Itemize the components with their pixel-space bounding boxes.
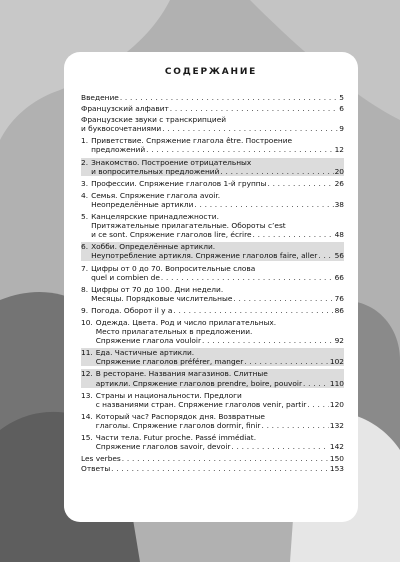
toc-entry-number: 14. [81, 411, 93, 421]
toc-entry-title-line: предложений [91, 145, 146, 155]
toc-entry-title-line: с названиями стран. Спряжение глаголов venir, partir [95, 399, 307, 409]
toc-entry-title-line: Неупотребление артикля. Спряжение глаголов faire, aller [91, 251, 318, 261]
toc-title: СОДЕРЖАНИЕ [164, 67, 258, 77]
toc-list [81, 93, 344, 473]
toc-entry-title-line: Погода. Оборот il y a [91, 305, 173, 315]
toc-entry-number: 7. [81, 263, 89, 273]
toc-entry-page-number: 26 [334, 178, 344, 188]
toc-entry[interactable] [81, 242, 344, 260]
toc-entry[interactable] [81, 212, 344, 239]
toc-entry-title-line: Месяцы. Порядковые числительные [91, 293, 233, 303]
dot-leader [194, 200, 333, 209]
toc-entry-title-line: Les verbes [81, 454, 121, 464]
toc-entry-title-line: Введение [81, 93, 119, 102]
dot-leader [146, 145, 333, 154]
toc-entry-number: 3. [81, 178, 89, 188]
dot-leader [120, 93, 338, 102]
dot-leader [111, 464, 329, 473]
toc-entry[interactable] [81, 285, 344, 303]
toc-entry-title-line: Ответы [81, 464, 111, 474]
toc-entry-page-number: 48 [334, 230, 344, 240]
dot-leader [318, 251, 333, 260]
toc-entry-title-line: Который час? Распорядок дня. Возвратные [95, 411, 265, 421]
dot-leader [162, 124, 338, 133]
toc-entry-number: 13. [81, 390, 93, 400]
toc-entry-number: 8. [81, 284, 89, 294]
toc-entry-title-line: и ce sont. Спряжение глаголов lire, écrire [91, 230, 252, 240]
toc-entry-title-line: Притяжательные прилагательные. Обороты c’est [91, 221, 286, 231]
toc-entry-title-line: Одежда. Цвета. Род и число прилагательных. [95, 317, 277, 327]
toc-entry-title-line: Французский алфавит [81, 104, 169, 114]
toc-entry-title-line: и буквосочетаниями [81, 124, 162, 134]
toc-entry-title-line: Знакомство. Построение отрицательных [91, 157, 252, 167]
dot-leader [231, 442, 328, 451]
toc-entry-page-number: 9 [339, 124, 344, 134]
toc-entry-page-number: 12 [334, 145, 344, 155]
toc-entry[interactable] [81, 412, 344, 430]
toc-entry-page-number: 38 [334, 199, 344, 209]
toc-entry-page-number: 76 [334, 293, 344, 303]
toc-entry-page-number: 102 [329, 357, 344, 367]
toc-entry-number: 4. [81, 190, 89, 200]
toc-entry-title-line: артикли. Спряжение глаголов prendre, boire, pouvoir [95, 378, 303, 388]
toc-entry-title-line: Спряжение глагола vouloir [95, 336, 202, 346]
toc-entry[interactable] [81, 348, 344, 366]
toc-entry-title-line: Цифры от 0 до 70. Вопросительные слова [91, 263, 256, 273]
toc-entry-title-line: Приветствие. Спряжение глагола être. Построение [91, 136, 293, 146]
toc-entry-title-line: и вопросительных предложений [91, 166, 220, 176]
toc-entry-number: 11. [81, 348, 93, 358]
toc-entry-title-line: В ресторане. Названия магазинов. Слитные [95, 369, 268, 379]
toc-entry-number: 6. [81, 242, 89, 252]
toc-entry-number: 1. [81, 136, 89, 146]
toc-entry-number: 12. [81, 369, 93, 379]
toc-entry-number: 2. [81, 157, 89, 167]
toc-entry-page-number: 153 [329, 464, 344, 474]
toc-entry[interactable] [81, 158, 344, 176]
toc-entry-page-number: 66 [334, 272, 344, 282]
toc-entry[interactable] [81, 464, 344, 473]
toc-entry-page-number: 110 [329, 378, 344, 388]
dot-leader [253, 230, 334, 239]
toc-entry[interactable] [81, 264, 344, 282]
toc-entry-title-line: Семья. Спряжение глагола avoir. [91, 190, 221, 200]
toc-entry-title-line: Неопределённые артикли [91, 199, 194, 209]
dot-leader [303, 379, 329, 388]
toc-entry-number: 9. [81, 305, 89, 315]
dot-leader [261, 421, 328, 430]
dot-leader [307, 400, 329, 409]
toc-entry-title-line: Спряжение глаголов savoir, devoir [95, 442, 231, 452]
toc-entry-number: 15. [81, 433, 93, 442]
toc-entry-title-line: Страны и национальности. Предлоги [95, 390, 242, 400]
toc-entry-title-line: Профессии. Спряжение глаголов 1-й группы [91, 178, 267, 188]
toc-entry[interactable] [81, 115, 344, 133]
toc-entry-page-number: 150 [329, 454, 344, 464]
toc-entry-number: 5. [81, 212, 89, 222]
toc-entry-title-line: Место прилагательных в предложении. [95, 327, 253, 337]
toc-entry-title-line: Части тела. Futur proche. Passé immédiat. [95, 433, 257, 442]
toc-entry-title-line: Французские звуки с транскрипцией [81, 115, 227, 125]
toc-entry-page-number: 86 [334, 305, 344, 315]
toc-entry-title-line: Канцелярские принадлежности. [91, 212, 219, 222]
toc-entry[interactable] [81, 179, 344, 188]
toc-entry-page-number: 5 [339, 93, 344, 102]
dot-leader [202, 336, 334, 345]
toc-entry-title-line: Спряжение глаголов préférer, manger [95, 357, 244, 367]
toc-page [64, 52, 358, 522]
toc-entry-page-number: 142 [329, 442, 344, 452]
toc-entry-page-number: 132 [329, 420, 344, 430]
toc-entry[interactable] [81, 104, 344, 113]
toc-entry-page-number: 56 [334, 251, 344, 261]
toc-entry-page-number: 92 [334, 336, 344, 346]
toc-entry[interactable] [81, 318, 344, 345]
toc-entry[interactable] [81, 391, 344, 409]
toc-entry-page-number: 120 [329, 399, 344, 409]
toc-entry-title-line: Хобби. Определённые артикли. [91, 242, 216, 252]
toc-entry[interactable] [81, 93, 344, 102]
toc-entry-title-line: quel и combien de [91, 272, 160, 282]
toc-entry[interactable] [81, 454, 344, 463]
toc-entry-title-line: Еда. Частичные артикли. [95, 348, 195, 358]
toc-entry[interactable] [81, 369, 344, 387]
toc-entry-page-number: 6 [339, 104, 344, 114]
dot-leader [267, 179, 333, 188]
toc-entry[interactable] [81, 191, 344, 209]
dot-leader [161, 273, 334, 282]
toc-entry[interactable] [81, 136, 344, 154]
dot-leader [233, 294, 333, 303]
toc-entry-title-line: Цифры от 70 до 100. Дни недели. [91, 284, 224, 294]
dot-leader [220, 167, 333, 176]
toc-entry[interactable] [81, 306, 344, 315]
toc-entry[interactable] [81, 433, 344, 451]
dot-leader [122, 454, 329, 463]
toc-entry-title-line: глаголы. Спряжение глаголов dormir, finir [95, 420, 261, 430]
toc-entry-page-number: 20 [334, 166, 344, 176]
dot-leader [244, 357, 329, 366]
toc-entry-number: 10. [81, 317, 93, 327]
dot-leader [170, 104, 339, 113]
dot-leader [173, 306, 333, 315]
